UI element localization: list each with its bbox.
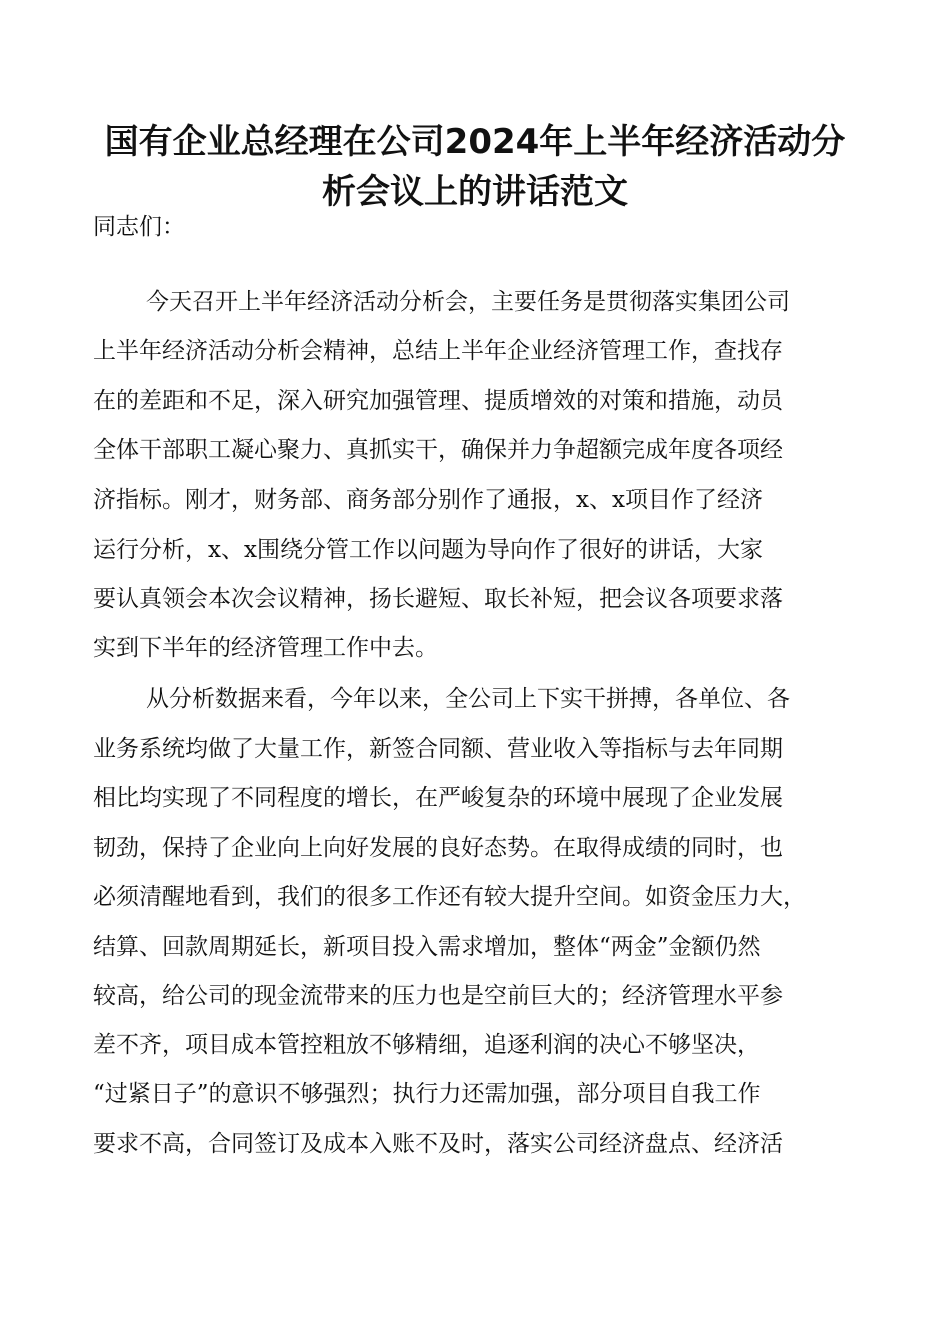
document-title-line-1: 国有企业总经理在公司2024年上半年经济活动分 [104, 122, 846, 162]
paragraph-2-line-6: 结算、回款周期延长，新项目投入需求增加，整体“两金”金额仍然 [93, 934, 761, 960]
paragraph-2-line-9: “过紧日子”的意识不够强烈；执行力还需加强，部分项目自我工作 [93, 1081, 761, 1107]
paragraph-2-line-10: 要求不高，合同签订及成本入账不及时，落实公司经济盘点、经济活 [93, 1131, 783, 1157]
paragraph-1-line-1: 今天召开上半年经济活动分析会，主要任务是贯彻落实集团公司 [146, 289, 790, 315]
paragraph-1-line-2: 上半年经济活动分析会精神，总结上半年企业经济管理工作，查找存 [93, 338, 783, 364]
paragraph-2-line-5: 必须清醒地看到，我们的很多工作还有较大提升空间。如资金压力大， [93, 884, 806, 910]
paragraph-1-line-6: 运行分析，x、x围绕分管工作以问题为导向作了很好的讲话，大家 [93, 537, 763, 563]
document-title-line-2: 析会议上的讲话范文 [322, 172, 628, 212]
paragraph-2-line-4: 韧劲，保持了企业向上向好发展的良好态势。在取得成绩的同时，也 [93, 835, 783, 861]
salutation: 同志们： [93, 214, 185, 240]
paragraph-1-line-8: 实到下半年的经济管理工作中去。 [93, 635, 438, 661]
paragraph-1-line-3: 在的差距和不足，深入研究加强管理、提质增效的对策和措施，动员 [93, 388, 783, 414]
paragraph-2-line-7: 较高，给公司的现金流带来的压力也是空前巨大的；经济管理水平参 [93, 983, 783, 1009]
paragraph-1-line-5: 济指标。刚才，财务部、商务部分别作了通报，x、x项目作了经济 [93, 487, 763, 513]
paragraph-2-line-1: 从分析数据来看，今年以来，全公司上下实干拼搏，各单位、各 [146, 686, 790, 712]
paragraph-2-line-8: 差不齐，项目成本管控粗放不够精细，追逐利润的决心不够坚决， [93, 1032, 760, 1058]
paragraph-1-line-4: 全体干部职工凝心聚力、真抓实干，确保并力争超额完成年度各项经 [93, 437, 783, 463]
paragraph-2-line-2: 业务系统均做了大量工作，新签合同额、营业收入等指标与去年同期 [93, 736, 783, 762]
paragraph-2-line-3: 相比均实现了不同程度的增长，在严峻复杂的环境中展现了企业发展 [93, 785, 783, 811]
paragraph-1-line-7: 要认真领会本次会议精神，扬长避短、取长补短，把会议各项要求落 [93, 586, 783, 612]
